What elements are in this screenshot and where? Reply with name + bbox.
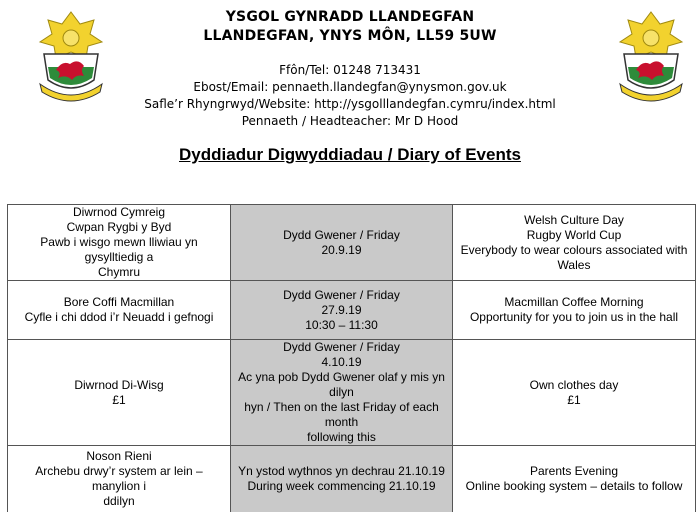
event-date-cell: Yn ystod wythnos yn dechrau 21.10.19 During week commencing 21.10.19 [231, 446, 453, 512]
event-date-cell: Dydd Gwener / Friday 27.9.19 10:30 – 11:30 [231, 281, 453, 340]
events-table [7, 204, 696, 512]
event-welsh-cell: Bore Coffi Macmillan Cyfle i chi ddod i’r Neuadd i gefnogi [8, 281, 231, 340]
school-name-line1: YSGOL GYNRADD LLANDEGFAN [0, 8, 700, 27]
phone: Ffôn/Tel: 01248 713431 [0, 62, 700, 79]
document-title: Dyddiadur Digwyddiadau / Diary of Events [0, 145, 700, 165]
headteacher: Pennaeth / Headteacher: Mr D Hood [0, 113, 700, 130]
contact-block [0, 62, 700, 130]
event-english-cell: Macmillan Coffee Morning Opportunity for you to join us in the hall [453, 281, 696, 340]
event-welsh-cell: Diwrnod Cymreig Cwpan Rygbi y Byd Pawb i wisgo mewn lliwiau yn gysylltiedig a Chymru [8, 205, 231, 281]
table-row [8, 340, 696, 446]
event-english-cell: Welsh Culture Day Rugby World Cup Everybody to wear colours associated with Wales [453, 205, 696, 281]
event-welsh-cell: Noson Rieni Archebu drwy’r system ar lein – manylion i ddilyn [8, 446, 231, 512]
email: Ebost/Email: pennaeth.llandegfan@ynysmon.gov.uk [0, 79, 700, 96]
table-row [8, 205, 696, 281]
event-english-cell: Parents Evening Online booking system – details to follow [453, 446, 696, 512]
event-english-cell: Own clothes day £1 [453, 340, 696, 446]
school-name [0, 8, 700, 46]
website: Safle’r Rhyngrwyd/Website: http://ysgolllandegfan.cymru/index.html [0, 96, 700, 113]
school-address: LLANDEGFAN, YNYS MÔN, LL59 5UW [0, 27, 700, 46]
event-date-cell: Dydd Gwener / Friday 4.10.19 Ac yna pob Dydd Gwener olaf y mis yn dilyn hyn / Then on the last Friday of each month following this [231, 340, 453, 446]
event-welsh-cell: Diwrnod Di-Wisg £1 [8, 340, 231, 446]
table-row [8, 281, 696, 340]
table-row [8, 446, 696, 512]
event-date-cell: Dydd Gwener / Friday 20.9.19 [231, 205, 453, 281]
